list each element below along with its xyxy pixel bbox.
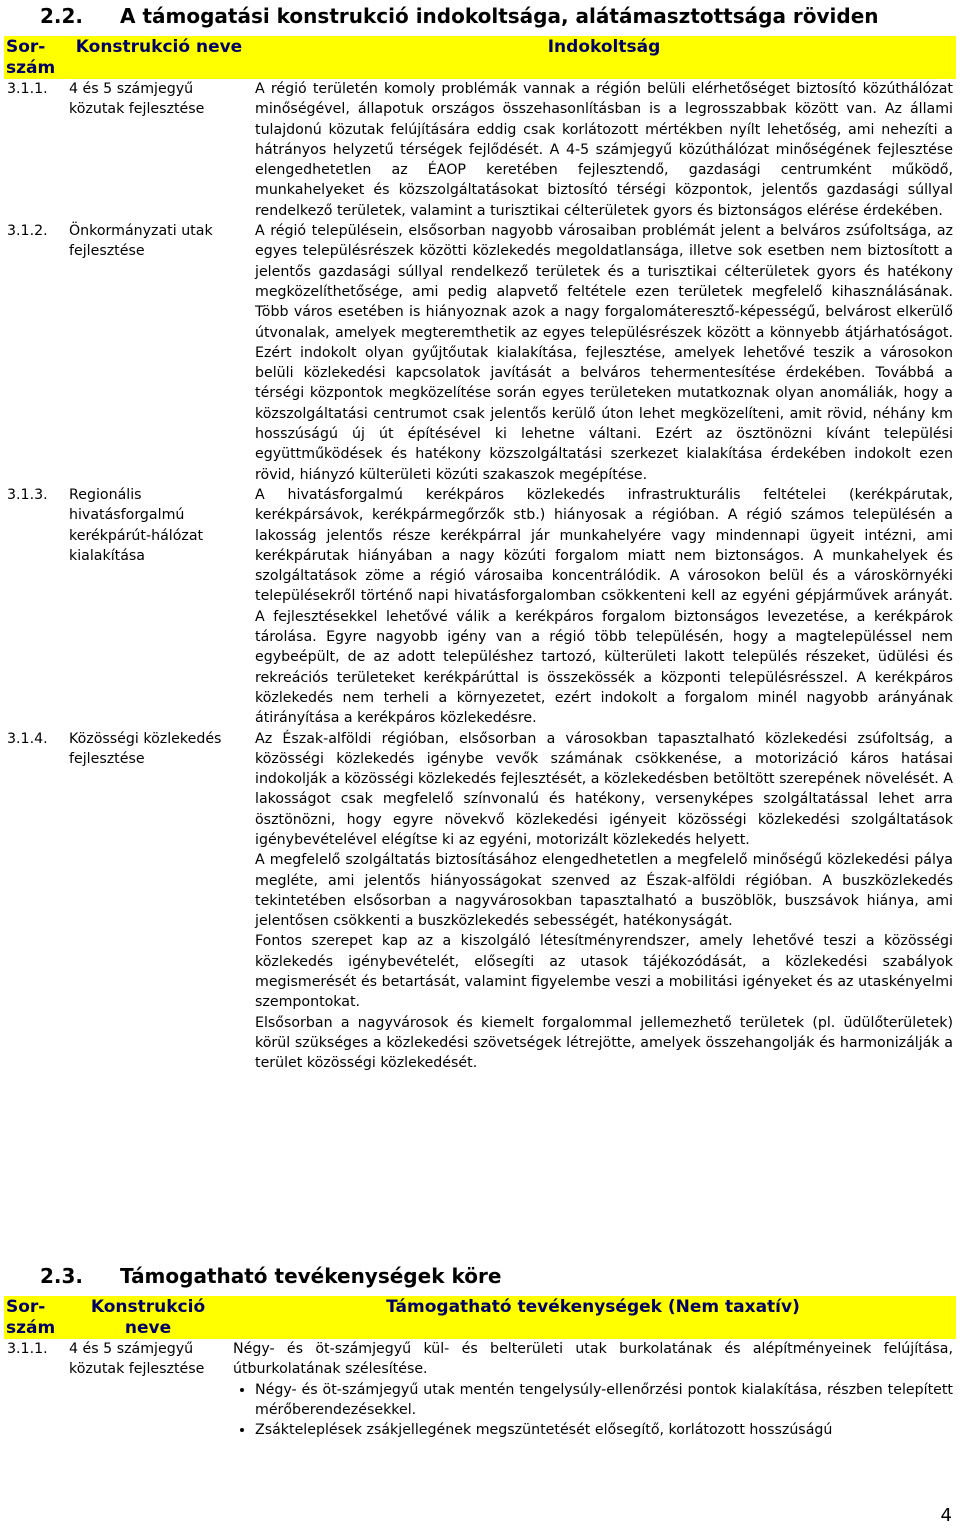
construction-name: Önkormányzati utak fejlesztése: [69, 223, 213, 260]
table-row: [4, 1339, 956, 1440]
indokoltsag-table-header: [4, 36, 956, 79]
header-indokoltsag: Indokoltság: [252, 36, 956, 79]
section-2-2-title: [40, 4, 879, 28]
justification-paragraph: Elsősorban a nagyvárosok és kiemelt forgalommal jellemezhető területek (pl. üdülőterületek) körül szükséges a közlekedési szövetségek létrejötte, amelyek összehangolják és harmonizálják a terület közösségi közlekedését.: [255, 1014, 953, 1072]
justification-paragraph: A régió területén komoly problémák vannak a régión belüli elérhetőséget biztosító közúthálózat minőségével, állapotuk országos összehasonlításban is a legrosszabbak között van. Az állami tulajdonú közutak felújítására eddig csak korlátozott mértékben nyílt lehetőség, ami nehezíti a hátrányos helyzetű térségek fejlődését. A 4-5 számjegyű közúthálózat minőségének fejlesztése elengedhetetlen az ÉAOP keretében fejlesztendő, gazdasági centrumként működő, munkahelyeket és közszolgáltatásokat biztosító térségi központok, jelentős gazdasági súllyal rendelkező területek, valamint a turisztikai célterületek gyors és biztonságos elérése érdekében.: [255, 81, 953, 219]
table-row: [4, 485, 956, 729]
row-number: 3.1.1.: [7, 81, 48, 97]
table-row: [4, 221, 956, 485]
tevekenysegek-table: [4, 1296, 956, 1440]
justification-cell: [252, 729, 956, 1074]
table-row: [4, 79, 956, 221]
header-tevekenysegek: Támogatható tevékenységek (Nem taxatív): [230, 1296, 956, 1339]
construction-name: Közösségi közlekedés fejlesztése: [69, 730, 222, 767]
header-konstrukcio-2: Konstrukció neve: [66, 1296, 230, 1339]
header-konstrukcio: Konstrukció neve: [66, 36, 252, 79]
activity-item: • Négy- és öt-számjegyű utak mentén tengelysúly-ellenőrzési pontok kialakítása, részben telepített mérőberendezésekkel.: [255, 1380, 953, 1421]
justification-cell: [252, 485, 956, 729]
section-2-2-heading: A támogatási konstrukció indokoltsága, alátámasztottsága röviden: [120, 4, 879, 28]
page-number: 4: [940, 1505, 952, 1526]
construction-name: 4 és 5 számjegyű közutak fejlesztése: [69, 81, 205, 118]
activity-item: • Zsákteleplések zsákjellegének megszüntetését elősegítő, korlátozott hosszúságú: [255, 1420, 953, 1440]
justification-paragraph: A régió településein, elsősorban nagyobb városaiban problémát jelent a belváros zsúfoltsága, az egyes településrészek közötti közlekedés megoldatlansága, illetve sok esetben nem biztosított a jelentős gazdasági súllyal rendelkező területek és a turisztikai célterületek gyors és hatékony megközelíthetősége, ami pedig alapvető feltétele ezen területek megfelelő kihasználásának. Több város esetében is hiányoznak azok a nagy forgalomáteresztő-képességű, belvárost elkerülő útvonalak, amelyek megteremthetik az egyes településrészek között a könnyebb átjárhatóságot. Ezért indokolt olyan gyűjtőutak kialakítása, fejlesztése, amelyek lehetővé teszik a városokon belüli közlekedési kapcsolatok javítását a belváros tehermentesítése érdekében. Továbbá a térségi központok megközelítése során egyes területeken mutatkoznak olyan anomáliák, hogy a közszolgáltatási centrumot csak jelentős kerülő úton lehet megközelíteni, amit rövid, néhány km hosszúságú új út építésével ki lehetne váltani. Ezért az ösztönözni kívánt települési együttműködések és hatékony közszolgáltatási szerkezet kialakítása érdekében indokolt ezen rövid, hiányzó külterületi közúti szakaszok megépítése.: [255, 223, 953, 483]
activity-list: [233, 1380, 953, 1441]
header-sorszam-2: Sor-szám: [4, 1296, 66, 1339]
justification-cell: [252, 221, 956, 485]
section-2-2-number: 2.2.: [40, 4, 84, 28]
section-2-3-number: 2.3.: [40, 1264, 84, 1288]
construction-name: 4 és 5 számjegyű közutak fejlesztése: [69, 1341, 205, 1378]
activity-intro: Négy- és öt-számjegyű kül- és belterületi utak burkolatának és alépítményeinek felújítása, útburkolatának szélesítése.: [233, 1341, 953, 1378]
tevekenysegek-table-header: [4, 1296, 956, 1339]
table-row: [4, 729, 956, 1074]
header-sorszam: Sor-szám: [4, 36, 66, 79]
justification-paragraph: A hivatásforgalmú kerékpáros közlekedés infrastrukturális feltételei (kerékpárutak, kerékpársávok, kerékpármegőrzők stb.) hiányosak a régióban. A régió számos településén a lakosság jelentős része kerékpárral jár munkahelyére vagy mindennapi ügyeit intézni, ami kerékpárutak hiányában a nagy közúti forgalom miatt nem biztonságos. A munkahelyek és szolgáltatások zöme a régió városaiba koncentrálódik. A városokon belül és a városkörnyéki településekről történő napi hivatásforgalomban csökkenteni kell az egyéni gépjárművek arányát. A fejlesztésekkel lehetővé válik a kerékpáros forgalom biztonságos levezetése, a kerékpárok tárolása. Egyre nagyobb igény van a régió több településén, hogy a magtelepüléssel nem egybeépült, de az adott településhez tartozó, külterületi lakott település részeket, üdülési és rekreációs területeket kerékpárúttal is összekössék a központi településrésszel. A kerékpáros közlekedés nem terheli a környezetet, ezért indokolt a forgalom minél nagyobb arányának átirányítása a kerékpáros közlekedésre.: [255, 486, 953, 727]
justification-paragraph: A megfelelő szolgáltatás biztosításához elengedhetetlen a megfelelő minőségű közlekedési pálya megléte, ami jelentős hiányosságokat szenved az Észak-alföldi régióban. A buszközlekedés tekintetében elsősorban a nagyvárosokban tapasztalható a buszöblök, buszsávok hiánya, ami jelentősen csökkenti a buszközlekedés sebességét, hatékonyságát.: [255, 852, 953, 930]
row-number: 3.1.1.: [7, 1341, 48, 1357]
section-2-3-heading: Támogatható tevékenységek köre: [120, 1264, 502, 1288]
activities-cell: [230, 1339, 956, 1440]
row-number: 3.1.2.: [7, 223, 48, 240]
section-2-3-title: [40, 1264, 501, 1288]
indokoltsag-table: [4, 36, 956, 1074]
justification-paragraph: Az Észak-alföldi régióban, elsősorban a városokban tapasztalható közlekedési zsúfoltság, a közösségi közlekedés igénybe vevők számának csökkenése, a motorizáció káros hatásai indokolják a közösségi közlekedés fejlesztését, a közlekedésben betöltött szerepének növelését. A lakosságot csak megfelelő színvonalú és hatékony, versenyképes szolgáltatással lehet arra ösztönözni, hogy egyre növekvő közlekedési igényeit közösségi közlekedési szolgáltatások igénybevételével elégítse ki az egyéni, motorizált közlekedés helyett.: [255, 730, 953, 848]
row-number: 3.1.4.: [7, 730, 48, 747]
justification-cell: [252, 79, 956, 221]
row-number: 3.1.3.: [7, 486, 48, 503]
construction-name: Regionális hivatásforgalmú kerékpárút-hálózat kialakítása: [69, 486, 204, 564]
justification-paragraph: Fontos szerepet kap az a kiszolgáló létesítményrendszer, amely lehetővé teszi a közösségi közlekedés igénybevételét, elősegíti az utasok tájékozódását, a közlekedési szabályok megismerését és betartását, valamint figyelembe veszi a mobilitási igényeket és az utaskényelmi szempontokat.: [255, 933, 953, 1011]
